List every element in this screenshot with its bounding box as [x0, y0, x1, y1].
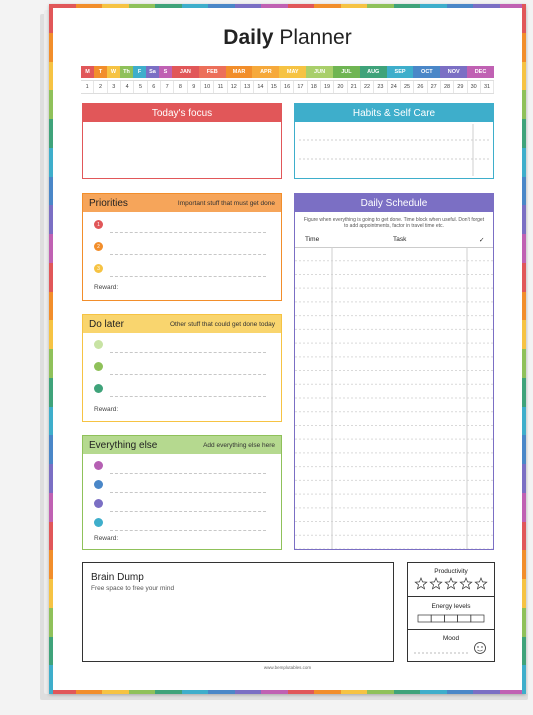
month-oct[interactable]: OCT	[413, 66, 440, 78]
daily-schedule-title: Daily Schedule	[360, 197, 428, 209]
priorities-header	[83, 194, 281, 212]
do-later-box[interactable]	[82, 314, 282, 422]
day-8[interactable]: 8	[174, 81, 187, 93]
bullet-dot-icon	[94, 384, 103, 393]
write-line	[110, 276, 266, 277]
month-mar[interactable]: MAR	[226, 66, 253, 78]
day-19[interactable]: 19	[321, 81, 334, 93]
brain-dump-title: Brain Dump	[91, 572, 144, 583]
day-24[interactable]: 24	[388, 81, 401, 93]
habits-header	[295, 104, 493, 122]
bullet-dot-icon	[94, 362, 103, 371]
todays-focus-header	[83, 104, 281, 122]
weekday-t[interactable]: T	[94, 66, 107, 78]
day-16[interactable]: 16	[281, 81, 294, 93]
tracker-box	[407, 562, 495, 662]
day-1[interactable]: 1	[81, 81, 94, 93]
daily-schedule-header	[295, 194, 493, 212]
month-jun[interactable]: JUN	[306, 66, 333, 78]
schedule-grid[interactable]	[295, 247, 493, 549]
weekday-f[interactable]: F	[133, 66, 146, 78]
bullet-dot-icon: 1	[94, 220, 103, 229]
col-task: Task	[393, 236, 407, 243]
priorities-title: Priorities	[89, 197, 128, 209]
everything-else-header	[83, 436, 281, 454]
everything-item-3[interactable]	[94, 499, 266, 509]
rainbow-border-bottom	[49, 690, 526, 694]
energy-levels-label: Energy levels	[431, 603, 471, 610]
bullet-dot-icon	[94, 461, 103, 470]
day-20[interactable]: 20	[334, 81, 347, 93]
priorities-box[interactable]	[82, 193, 282, 301]
day-30[interactable]: 30	[468, 81, 481, 93]
rainbow-border-left	[49, 4, 53, 694]
star-icon	[415, 578, 426, 589]
write-line	[110, 232, 266, 233]
month-may[interactable]: MAY	[279, 66, 306, 78]
day-18[interactable]: 18	[308, 81, 321, 93]
day-23[interactable]: 23	[374, 81, 387, 93]
rainbow-border-right	[522, 4, 526, 694]
day-11[interactable]: 11	[214, 81, 227, 93]
calendar-strip	[81, 66, 494, 94]
energy-cell	[458, 615, 471, 622]
calendar-header	[81, 66, 494, 78]
habits-title: Habits & Self Care	[352, 107, 436, 119]
page-title	[49, 26, 526, 50]
col-time: Time	[305, 236, 320, 243]
day-15[interactable]: 15	[268, 81, 281, 93]
day-7[interactable]: 7	[161, 81, 174, 93]
energy-levels-bar[interactable]	[408, 613, 494, 625]
priorities-item-2[interactable]	[94, 242, 266, 252]
bullet-dot-icon: 2	[94, 242, 103, 251]
day-6[interactable]: 6	[148, 81, 161, 93]
weekday-w[interactable]: W	[107, 66, 120, 78]
day-10[interactable]: 10	[201, 81, 214, 93]
everything-else-title: Everything else	[89, 439, 158, 451]
calendar-days	[81, 80, 494, 94]
energy-cell	[431, 615, 444, 622]
star-icon	[430, 578, 441, 589]
brain-dump-subtitle: Free space to free your mind	[91, 585, 175, 592]
day-2[interactable]: 2	[94, 81, 107, 93]
title-bold: Daily	[223, 26, 274, 49]
day-13[interactable]: 13	[241, 81, 254, 93]
bullet-dot-icon	[94, 518, 103, 527]
weekday-m[interactable]: M	[81, 66, 94, 78]
day-26[interactable]: 26	[414, 81, 427, 93]
do-later-reward: Reward:	[94, 406, 119, 413]
day-3[interactable]: 3	[108, 81, 121, 93]
day-25[interactable]: 25	[401, 81, 414, 93]
dolater-item-3[interactable]	[94, 384, 266, 394]
col-check: ✓	[479, 237, 485, 244]
planner-sheet	[49, 4, 526, 694]
month-jul[interactable]: JUL	[333, 66, 360, 78]
mood-label: Mood	[442, 635, 460, 642]
write-line	[110, 473, 266, 474]
day-22[interactable]: 22	[361, 81, 374, 93]
productivity-stars[interactable]	[408, 577, 494, 591]
month-sep[interactable]: SEP	[387, 66, 414, 78]
footer-url: www.bemplutables.com	[263, 665, 312, 670]
priorities-item-3[interactable]	[94, 264, 266, 274]
habits-box[interactable]	[294, 103, 494, 179]
everything-else-subtitle: Add everything else here	[203, 441, 275, 449]
star-icon	[445, 578, 456, 589]
energy-cell	[444, 615, 457, 622]
everything-item-1[interactable]	[94, 461, 266, 471]
write-line	[110, 530, 266, 531]
day-9[interactable]: 9	[188, 81, 201, 93]
write-line	[110, 396, 266, 397]
smiley-icon	[475, 643, 486, 654]
bullet-dot-icon: 3	[94, 264, 103, 273]
priorities-subtitle: Important stuff that must get done	[177, 199, 275, 207]
month-aug[interactable]: AUG	[360, 66, 387, 78]
day-28[interactable]: 28	[441, 81, 454, 93]
priorities-item-1[interactable]	[94, 220, 266, 230]
do-later-subtitle: Other stuff that could get done today	[169, 320, 275, 328]
priorities-reward: Reward:	[94, 284, 119, 291]
month-nov[interactable]: NOV	[440, 66, 467, 78]
brain-dump-box[interactable]	[82, 562, 394, 662]
daily-schedule-subtitle: Figure when everything is going to get done. Time block when useful. Don't forget to add appointments, factor in travel time etc.	[303, 217, 485, 229]
weekday-s[interactable]: S	[159, 66, 172, 78]
everything-item-4[interactable]	[94, 518, 266, 528]
habits-grid	[295, 122, 493, 178]
energy-cell	[418, 615, 431, 622]
write-line	[110, 511, 266, 512]
dolater-item-2[interactable]	[94, 362, 266, 372]
write-line	[110, 254, 266, 255]
star-icon	[460, 578, 471, 589]
productivity-label: Productivity	[434, 568, 468, 575]
do-later-title: Do later	[89, 318, 125, 330]
bullet-dot-icon	[94, 499, 103, 508]
bullet-dot-icon	[94, 480, 103, 489]
month-jan[interactable]: JAN	[172, 66, 199, 78]
do-later-header	[83, 315, 281, 333]
weekday-th[interactable]: Th	[120, 66, 133, 78]
rainbow-border-top	[49, 4, 526, 8]
day-14[interactable]: 14	[254, 81, 267, 93]
everything-else-reward: Reward:	[94, 535, 119, 542]
day-5[interactable]: 5	[134, 81, 147, 93]
day-4[interactable]: 4	[121, 81, 134, 93]
everything-else-box[interactable]	[82, 435, 282, 550]
month-dec[interactable]: DEC	[467, 66, 494, 78]
weekday-sa[interactable]: Sa	[146, 66, 159, 78]
write-line	[110, 492, 266, 493]
month-feb[interactable]: FEB	[199, 66, 226, 78]
star-icon	[475, 578, 486, 589]
todays-focus-title: Today's focus	[151, 107, 213, 119]
day-21[interactable]: 21	[348, 81, 361, 93]
write-line	[110, 374, 266, 375]
month-apr[interactable]: APR	[252, 66, 279, 78]
day-12[interactable]: 12	[228, 81, 241, 93]
todays-focus-box[interactable]	[82, 103, 282, 179]
title-rest: Planner	[279, 26, 352, 49]
day-27[interactable]: 27	[428, 81, 441, 93]
bullet-dot-icon	[94, 340, 103, 349]
dolater-item-1[interactable]	[94, 340, 266, 350]
daily-schedule-box[interactable]	[294, 193, 494, 550]
schedule-table-header	[295, 236, 493, 246]
day-31[interactable]: 31	[481, 81, 494, 93]
day-29[interactable]: 29	[454, 81, 467, 93]
write-line	[110, 352, 266, 353]
day-17[interactable]: 17	[294, 81, 307, 93]
mood-field[interactable]	[408, 639, 494, 659]
energy-cell	[471, 615, 484, 622]
everything-item-2[interactable]	[94, 480, 266, 490]
